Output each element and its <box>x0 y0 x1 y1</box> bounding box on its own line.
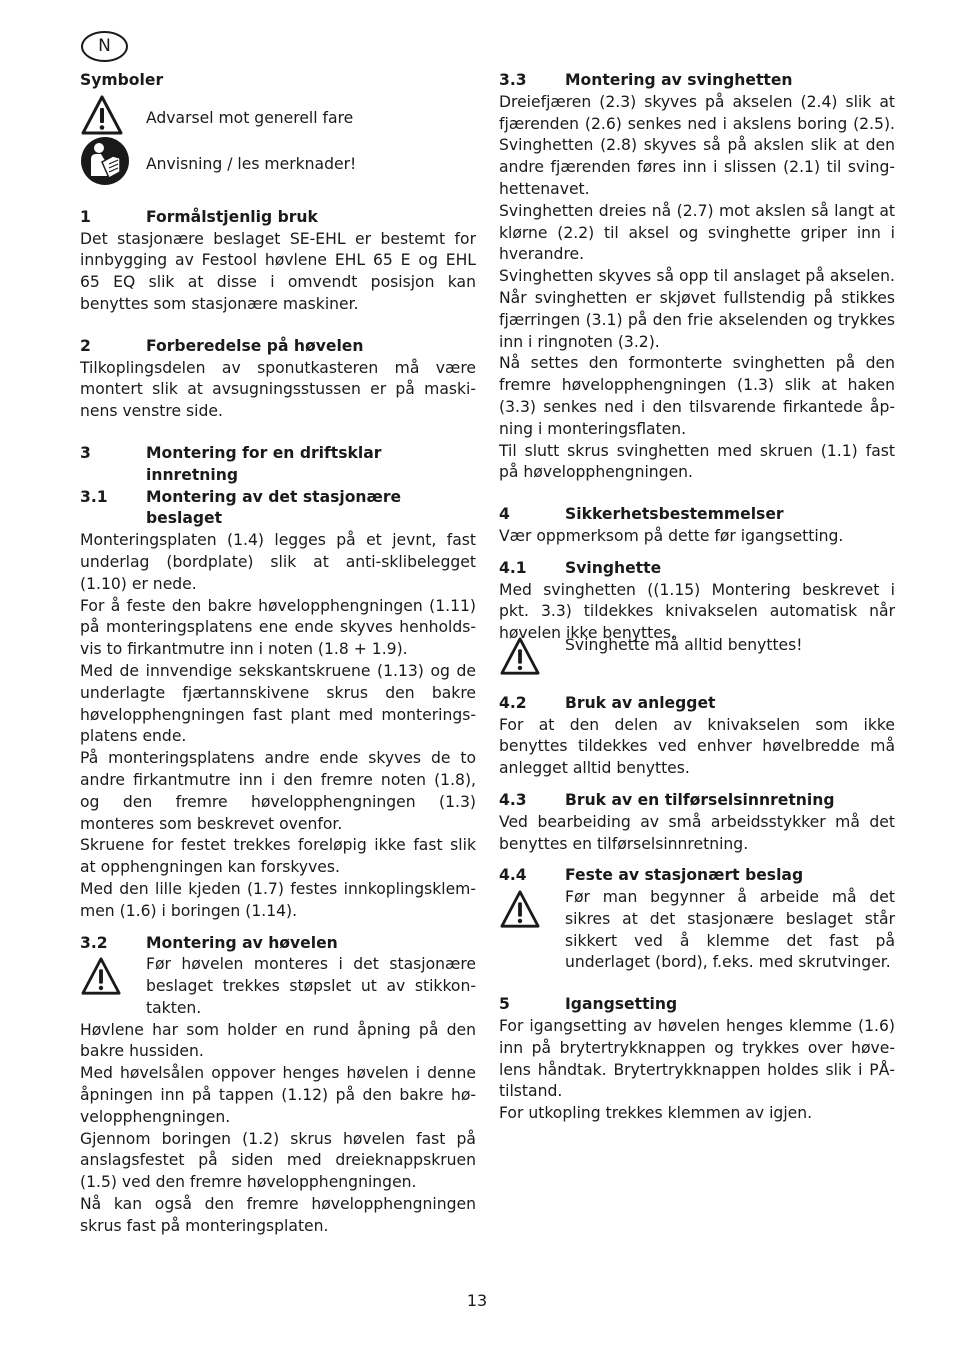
subsection-heading: 4.1 Svinghette <box>499 558 662 577</box>
warning-text: Svinghette må alltid benyttes! <box>565 635 803 654</box>
paragraph: Gjennom boringen (1.2) skrus høvelen fast på anslagsfestet på siden med dreieknappskruen (1.5) ved den fremre høvelopphengningen. <box>80 1129 476 1192</box>
section-2 <box>80 336 476 423</box>
warning-note <box>80 954 476 1019</box>
section-4-2 <box>499 693 895 780</box>
warning-note <box>499 887 895 974</box>
section-3-3 <box>499 70 895 484</box>
left-column <box>80 70 476 1238</box>
subsection-heading: 3.2 Montering av høvelen <box>80 933 338 952</box>
symbol-row-read <box>80 142 476 188</box>
section-5 <box>499 994 895 1125</box>
section-heading: 4 Sikkerhetsbestemmelser <box>499 505 784 524</box>
symbol-warning-label: Advarsel mot generell fare <box>146 108 354 127</box>
section-1 <box>80 207 476 316</box>
paragraph: Med svinghetten ((1.15) Montering beskrevet i pkt. 3.3) tildekkes knivakselen automatisk når høvelen ikke benyttes. <box>499 580 895 643</box>
warning-note <box>499 634 895 683</box>
symbol-read-label: Anvisning / les merknader! <box>146 154 357 173</box>
section-4 <box>499 504 895 548</box>
paragraph: På monteringsplatens andre ende skyves de to andre firkantmutre inn i den fremre noten (1.8), og den fremre høvelopphengningen (1.3) monteres som beskrevet ovenfor. <box>80 749 476 833</box>
paragraph: For utkopling trekkes klemmen av igjen. <box>499 1104 813 1123</box>
section-3 <box>80 443 476 923</box>
section-4-4 <box>499 865 895 974</box>
paragraph: Nå kan også den fremre høvelopphengningen skrus fast på monteringsplaten. <box>80 1195 476 1235</box>
symbol-row-warning <box>80 96 476 142</box>
paragraph: For igangsetting av høvelen henges klemme (1.6) inn på brytertrykknappen og trykkes over høve-lens håndtak. Brytertrykknappen holdes slik i PÅ-tilstand. <box>499 1017 895 1101</box>
paragraph: Med den lille kjeden (1.7) festes innkoplingsklem-men (1.6) i boringen (1.14). <box>80 879 476 920</box>
warning-triangle-icon <box>80 954 146 1019</box>
paragraph: Svinghetten dreies nå (2.7) mot akslen så langt at klørne (2.2) til aksel og svinghette griper inn i hverandre. <box>499 201 895 264</box>
paragraph: Monteringsplaten (1.4) legges på et jevnt, fast underlag (bordplate) slik at anti-sklibelegget (1.10) er nede. <box>80 531 476 593</box>
section-3-2 <box>80 933 476 1238</box>
paragraph: Tilkoplingsdelen av sponutkasteren må være montert slik at avsugningsstussen er på maski-nens venstre side. <box>80 358 476 421</box>
paragraph: Med høvelsålen oppover henges høvelen i denne åpningen inn på tappen (1.12) på den bakre hø-velopphengningen. <box>80 1064 476 1126</box>
warning-triangle-icon <box>499 887 565 974</box>
page-number: 13 <box>466 1291 488 1310</box>
warning-text: Før høvelen monteres i det stasjonære beslaget trekkes støpslet ut av stikkon-takten. <box>146 955 476 1017</box>
right-column <box>499 70 895 1125</box>
paragraph: Ved bearbeiding av små arbeidsstykker må det benyttes en tilførselsinnretning. <box>499 812 895 853</box>
symbols-heading: Symboler <box>80 71 164 89</box>
warning-triangle-icon <box>499 634 565 683</box>
section-4-3 <box>499 790 895 855</box>
paragraph: Det stasjonære beslaget SE-EHL er bestemt for innbygging av Festool høvlene EHL 65 E og EHL 65 EQ slik at disse i omvendt posisjon kan benyttes som stasjonære maskiner. <box>80 229 476 313</box>
warning-text: Før man begynner å arbeide må det sikres at det stasjonære beslaget står sikkert ved å klemme det fast på underlaget (bord), f.eks. med skrutvinger. <box>565 888 895 972</box>
section-heading: 3 Montering for en driftsklar innretning <box>80 443 382 484</box>
section-heading: 2 Forberedelse på høvelen <box>80 336 364 355</box>
subsection-heading: 3.1 Montering av det stasjonære beslaget <box>80 487 402 528</box>
paragraph: Vær oppmerksom på dette før igangsetting. <box>499 526 844 545</box>
subsection-heading: 4.2 Bruk av anlegget <box>499 693 716 712</box>
subsection-heading: 4.4 Feste av stasjonært beslag <box>499 866 804 885</box>
subsection-heading: 3.3 Montering av svinghetten <box>499 71 793 89</box>
read-manual-icon <box>80 136 146 193</box>
paragraph: Dreiefjæren (2.3) skyves på akselen (2.4) slik at fjærenden (2.6) senkes ned i akslens boring (2.5). Svinghetten (2.8) skyves så på akslen slik at den andre fjærenden føres inn i slissen (2.1) til sving-hettenavet. <box>499 92 895 198</box>
language-badge: N <box>81 31 128 62</box>
section-4-1 <box>499 558 895 683</box>
paragraph: Nå settes den formonterte svinghetten på den fremre høvelopphengningen (1.3) slik at haken (3.3) senkes ned i den tilsvarende firkantede åp-ning i monteringsflaten. <box>499 354 895 438</box>
paragraph: Med de innvendige sekskantskruene (1.13) og de underlagte fjærtannskivene skrus den bakre høvelopphengningen fast plant med monterings-platens ende. <box>80 661 476 746</box>
section-heading: 5 Igangsetting <box>499 995 678 1014</box>
paragraph: Skruene for festet trekkes foreløpig ikke fast slik at opphengningen kan forskyves. <box>80 836 476 877</box>
section-heading: 1 Formålstjenlig bruk <box>80 207 318 226</box>
paragraph: Høvlene har som holder en rund åpning på den bakre hussiden. <box>80 1020 476 1061</box>
paragraph: For at den delen av knivakselen som ikke benyttes tildekkes ved enhver høvelbredde må anlegget alltid benyttes. <box>499 715 895 778</box>
paragraph: Til slutt skrus svinghetten med skruen (1.1) fast på høvelopphengningen. <box>499 441 895 482</box>
paragraph: Svinghetten skyves så opp til anslaget på akselen. Når svinghetten er skjøvet fullstendig på stikkes fjærringen (3.1) på den frie akselenden og trykkes inn i ringnoten (3.2). <box>499 267 895 351</box>
paragraph: For å feste den bakre høvelopphengningen (1.11) på monteringsplatens ene ende skyves henholds-vis to firkantmutre inn i noten (1.8 + 1.9). <box>80 596 476 659</box>
subsection-heading: 4.3 Bruk av en tilførselsinnretning <box>499 790 835 809</box>
